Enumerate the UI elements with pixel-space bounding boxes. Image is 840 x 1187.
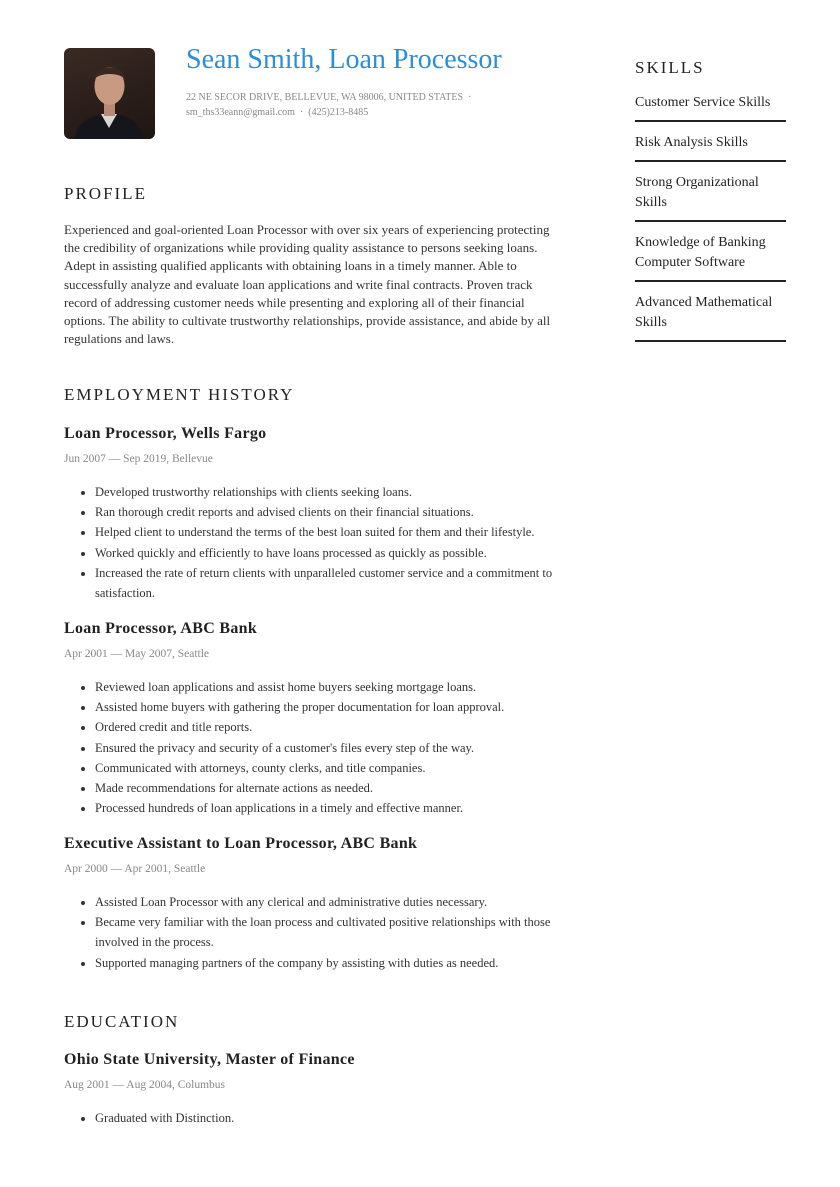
skills-section [635,58,786,342]
skill-item: Customer Service Skills [635,93,786,122]
list-item: • Made recommendations for alternate actions as needed. [95,778,564,798]
list-item: • Ran thorough credit reports and advised clients on their financial situations. [95,502,564,522]
skill-item: Risk Analysis Skills [635,133,786,162]
job-title: Loan Processor, ABC Bank [64,620,258,637]
contact-info [186,90,471,120]
separator: · [299,107,304,118]
job-title: Executive Assistant to Loan Processor, ABC Bank [64,835,418,852]
job-date: Jun 2007 — Sep 2019, Bellevue [64,453,213,465]
list-item: • Developed trustworthy relationships with clients seeking loans. [95,482,564,502]
skills-heading: SKILLS [635,58,705,77]
list-item: • Assisted Loan Processor with any clerical and administrative duties necessary. [95,892,564,912]
job-title: Loan Processor, Wells Fargo [64,425,267,442]
list-item: • Ensured the privacy and security of a customer's files every step of the way. [95,738,564,758]
job-entry [64,619,564,818]
skill-item: Strong Organizational Skills [635,173,786,222]
phone: (425)213-8485 [308,107,369,118]
profile-photo [64,48,155,139]
education-heading: EDUCATION [64,1012,180,1031]
list-item: • Assisted home buyers with gathering the proper documentation for loan approval. [95,697,564,717]
list-item: • Processed hundreds of loan applications in a timely and effective manner. [95,798,564,818]
list-item: • Helped client to understand the terms of the best loan suited for them and their lifestyle. [95,522,564,542]
list-item: • Communicated with attorneys, county clerks, and title companies. [95,758,564,778]
list-item: • Reviewed loan applications and assist home buyers seeking mortgage loans. [95,677,564,697]
job-date: Apr 2000 — Apr 2001, Seattle [64,863,206,875]
skill-item: Advanced Mathematical Skills [635,293,786,342]
education-date: Aug 2001 — Aug 2004, Columbus [64,1079,226,1091]
profile-heading: PROFILE [64,184,147,203]
employment-heading: EMPLOYMENT HISTORY [64,385,295,404]
candidate-name: Sean Smith, Loan Processor [186,44,502,75]
skill-item: Knowledge of Banking Computer Software [635,233,786,282]
job-entry [64,424,564,603]
email: sm_ths33eann@gmail.com [186,107,295,118]
list-item: • Became very familiar with the loan process and cultivated positive relationships with those involved in the process. [95,912,564,952]
job-entry [64,834,564,973]
separator: · [468,92,472,103]
list-item: • Worked quickly and efficiently to have loans processed as quickly as possible. [95,543,564,563]
job-date: Apr 2001 — May 2007, Seattle [64,648,210,660]
list-item: • Supported managing partners of the company by assisting with duties as needed. [95,953,564,973]
list-item: • Graduated with Distinction. [95,1108,564,1128]
list-item: • Increased the rate of return clients with unparalleled customer service and a commitment to satisfaction. [95,563,564,603]
profile-text: Experienced and goal-oriented Loan Processor with over six years of experiencing protecting the credibility of organizations while providing quality assistance to persons seeking loans. Adept in assisting qualified applicants with obtaining loans in a timely manner. Able to successfully analyze and evaluate loan applications and write final contracts. Proven track record of addressing customer needs while presenting and exploring all of their financial options. The ability to cultivate trustworthy relationships, provide assistance, and abide by all regulations and laws. [64,222,551,347]
degree-title: Ohio State University, Master of Finance [64,1051,355,1068]
education-entry [64,1050,564,1128]
address: 22 NE SECOR DRIVE, BELLEVUE, WA 98006, UNITED STATES [186,92,464,103]
list-item: • Ordered credit and title reports. [95,717,564,737]
person-portrait-icon [64,48,155,139]
